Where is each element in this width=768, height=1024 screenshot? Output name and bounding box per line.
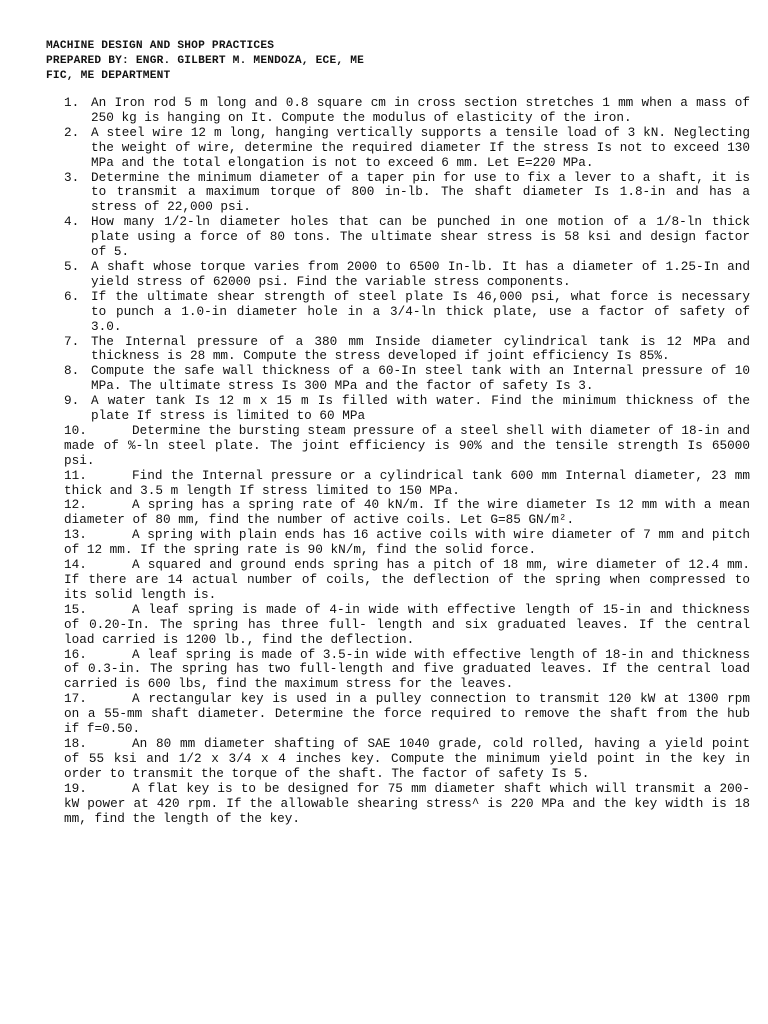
- problem-item: [64, 782, 750, 827]
- problem-text: A leaf spring is made of 3.5-in wide with effective length of 18-in and thickness of 0.3-in. The spring has two full-length and five graduated leaves. If the central load carried is 600 lbs, find the maximum stress for the leaves.: [64, 646, 750, 692]
- problem-text: An Iron rod 5 m long and 0.8 square cm in cross section stretches 1 mm when a mass of 250 kg is hanging on It. Compute the modulus of elasticity of the iron.: [91, 95, 750, 125]
- problem-number: 16.: [64, 646, 87, 662]
- problem-number: 13.: [64, 527, 87, 543]
- problem-item: [64, 469, 750, 499]
- problem-number: 3.: [64, 169, 80, 185]
- problem-item: [64, 333, 750, 365]
- problem-number: 15.: [64, 601, 87, 617]
- problem-number: 1.: [64, 95, 80, 110]
- problem-item: [64, 648, 750, 693]
- problem-number: 14.: [64, 557, 87, 573]
- document-header: [46, 39, 364, 84]
- course-title: MACHINE DESIGN AND SHOP PRACTICES: [46, 40, 275, 52]
- problem-text: Determine the minimum diameter of a taper pin for use to fix a lever to a shaft, it is to transmit a maximum torque of 800 in-lb. The shaft diameter Is 1.8-in and has a stress of 22,000 psi.: [91, 169, 750, 215]
- problem-number: 9.: [64, 393, 80, 409]
- problem-item: [64, 692, 750, 737]
- problem-item: [64, 498, 750, 528]
- problem-text: A spring with plain ends has 16 active coils with wire diameter of 7 mm and pitch of 12 mm. If the spring rate is 90 kN/m, find the solid force.: [64, 527, 750, 558]
- problem-number: 7.: [64, 333, 80, 349]
- problem-text: How many 1/2-ln diameter holes that can be punched in one motion of a 1/8-ln thick plate using a force of 80 tons. The ultimate shear stress is 58 ksi and design factor of 5.: [91, 214, 750, 260]
- problem-item: [64, 528, 750, 558]
- problem-number: 18.: [64, 735, 87, 751]
- problem-text: An 80 mm diameter shafting of SAE 1040 grade, cold rolled, having a yield point of 55 ksi and 1/2 x 3/4 x 4 inches key. Compute the minimum yield point in the key in order to transmit the torque of the shaft. The factor of safety Is 5.: [64, 735, 750, 781]
- problem-item: [64, 124, 750, 171]
- department-line: FIC, ME DEPARTMENT: [46, 70, 171, 82]
- problem-item: [64, 603, 750, 648]
- problem-item: [64, 393, 750, 424]
- author-line: PREPARED BY: ENGR. GILBERT M. MENDOZA, ECE, ME: [46, 55, 365, 67]
- problem-item: [64, 558, 750, 603]
- problem-text: If the ultimate shear strength of steel plate Is 46,000 psi, what force is necessary to punch a 1.0-in diameter hole in a 3/4-ln thick plate, use a factor of safety of 3.0.: [91, 288, 750, 334]
- problem-text: A flat key is to be designed for 75 mm diameter shaft which will transmit a 200-kW power at 420 rpm. If the allowable shearing stress^ is 220 MPa and the key width is 18 mm, find the length of the key.: [64, 780, 750, 826]
- problem-number: 11.: [64, 467, 87, 483]
- problem-number: 8.: [64, 363, 80, 379]
- problem-text: Find the Internal pressure or a cylindrical tank 600 mm Internal diameter, 23 mm thick and 3.5 m length If stress limited to 150 MPa.: [64, 467, 750, 498]
- problem-text: A squared and ground ends spring has a pitch of 18 mm, wire diameter of 12.4 mm. If there are 14 actual number of coils, the deflection of the spring when compressed to its solid length is.: [64, 557, 750, 602]
- problem-text: A steel wire 12 m long, hanging vertically supports a tensile load of 3 kN. Neglecting the weight of wire, determine the required diameter If the stress Is not to exceed 130 MPa and the total elongation is not to exceed 6 mm. Let E=220 MPa.: [91, 124, 750, 170]
- problem-number: 12.: [64, 497, 87, 513]
- problem-item: [64, 214, 750, 260]
- problem-item: [64, 288, 750, 335]
- problem-number: 17.: [64, 691, 87, 707]
- problem-number: 4.: [64, 214, 80, 230]
- problem-list: [0, 96, 768, 826]
- problem-number: 19.: [64, 780, 87, 796]
- problem-item: [64, 424, 750, 469]
- problem-number: 2.: [64, 124, 80, 140]
- problem-item: [64, 258, 750, 290]
- problem-number: 5.: [64, 258, 80, 274]
- problem-text: Determine the bursting steam pressure of a steel shell with diameter of 18-in and made of %-ln steel plate. The joint efficiency is 90% and the tensile strength Is 65000 psi.: [64, 422, 750, 468]
- problem-item: [64, 737, 750, 782]
- problem-text: The Internal pressure of a 380 mm Inside diameter cylindrical tank is 12 MPa and thickness is 28 mm. Compute the stress developed if joint efficiency Is 85%.: [91, 333, 750, 364]
- problem-text: A water tank Is 12 m x 15 m Is filled with water. Find the minimum thickness of the plate If stress is limited to 60 MPa: [91, 393, 750, 424]
- problem-item: [64, 169, 750, 216]
- problem-item: [64, 95, 750, 126]
- problem-number: 6.: [64, 288, 80, 304]
- problem-text: A spring has a spring rate of 40 kN/m. If the wire diameter Is 12 mm with a mean diameter of 80 mm, find the number of active coils. Let G=85 GN/m².: [64, 497, 750, 528]
- problem-number: 10.: [64, 422, 87, 438]
- problem-text: A leaf spring is made of 4-in wide with effective length of 15-in and thickness of 0.20-In. The spring has three full- length and six graduated leaves. If the central load carried is 1200 lb., find the deflection.: [64, 601, 750, 647]
- problem-text: A rectangular key is used in a pulley connection to transmit 120 kW at 1300 rpm on a 55-mm shaft diameter. Determine the force required to remove the shaft from the hub if f=0.50.: [64, 691, 750, 737]
- problem-text: A shaft whose torque varies from 2000 to 6500 In-lb. It has a diameter of 1.25-In and yield stress of 62000 psi. Find the variable stress components.: [91, 258, 750, 289]
- problem-item: [64, 363, 750, 394]
- problem-text: Compute the safe wall thickness of a 60-In steel tank with an Internal pressure of 10 MPa. The ultimate stress Is 300 MPa and the factor of safety Is 3.: [91, 363, 750, 394]
